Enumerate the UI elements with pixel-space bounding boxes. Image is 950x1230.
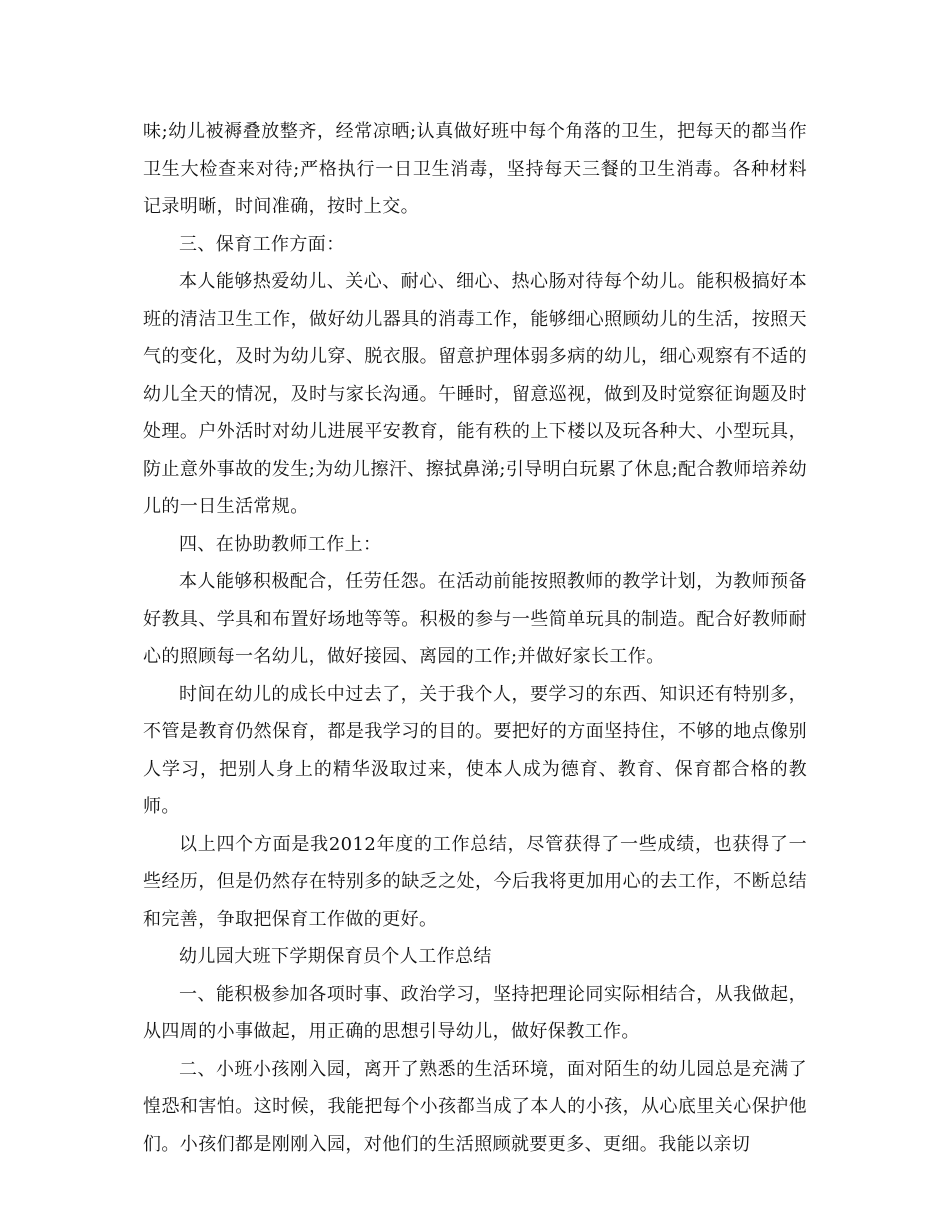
paragraph-assist-teacher: 本人能够积极配合，任劳任怨。在活动前能按照教师的教学计划，为教师预备好教具、学具和布置好场地等等。积极的参与一些简单玩具的制造。配合好教师耐心的照顾每一名幼儿，做好接园、离园的工作;并做好家长工作。: [143, 571, 807, 667]
paragraph-continuation: 味;幼儿被褥叠放整齐，经常凉晒;认真做好班中每个角落的卫生，把每天的都当作卫生大检查来对待;严格执行一日卫生消毒，坚持每天三餐的卫生消毒。各种材料记录明晰，时间准确，按时上交。: [143, 121, 807, 217]
paragraph-care-work: 本人能够热爱幼儿、关心、耐心、细心、热心肠对待每个幼儿。能积极搞好本班的清洁卫生工作，做好幼儿器具的消毒工作，能够细心照顾幼儿的生活，按照天气的变化，及时为幼儿穿、脱衣服。留意护理体弱多病的幼儿，细心观察有不适的幼儿全天的情况，及时与家长沟通。午睡时，留意巡视，做到及时觉察征询题及时处理。户外活时对幼儿进展平安教育，能有秩的上下楼以及玩各种大、小型玩具，防止意外事故的发生;为幼儿擦汗、擦拭鼻涕;引导明白玩累了休息;配合教师培养幼儿的一日生活常规。: [143, 271, 807, 517]
paragraph-personal-growth: 时间在幼儿的成长中过去了，关于我个人，要学习的东西、知识还有特别多，不管是教育仍然保育，都是我学习的目的。要把好的方面坚持住，不够的地点像别人学习，把别人身上的精华汲取过来，使本人成为德育、教育、保育都合格的教师。: [143, 683, 807, 817]
section-heading-assist-teacher: 四、在协助教师工作上：: [179, 533, 382, 555]
paragraph-summary: 以上四个方面是我2012年度的工作总结，尽管获得了一些成绩，也获得了一些经历，但是仍然存在特别多的缺乏之处，今后我将更加用心的去工作，不断总结和完善，争取把保育工作做的更好。: [143, 833, 807, 930]
paragraph-point-two: 二、小班小孩刚入园，离开了熟悉的生活环境，面对陌生的幼儿园总是充满了惶恐和害怕。这时候，我能把每个小孩都当成了本人的小孩，从心底里关心保护他们。小孩们都是刚刚入园，对他们的生活照顾就要更多、更细。我能以亲切: [143, 1058, 807, 1155]
document-subtitle: 幼儿园大班下学期保育员个人工作总结: [179, 946, 492, 967]
paragraph-point-one: 一、能积极参加各项时事、政治学习，坚持把理论同实际相结合，从我做起，从四周的小事做起，用正确的思想引导幼儿，做好保教工作。: [143, 983, 807, 1042]
document-body: [143, 113, 807, 1163]
section-heading-care-work: 三、保育工作方面：: [179, 233, 345, 255]
